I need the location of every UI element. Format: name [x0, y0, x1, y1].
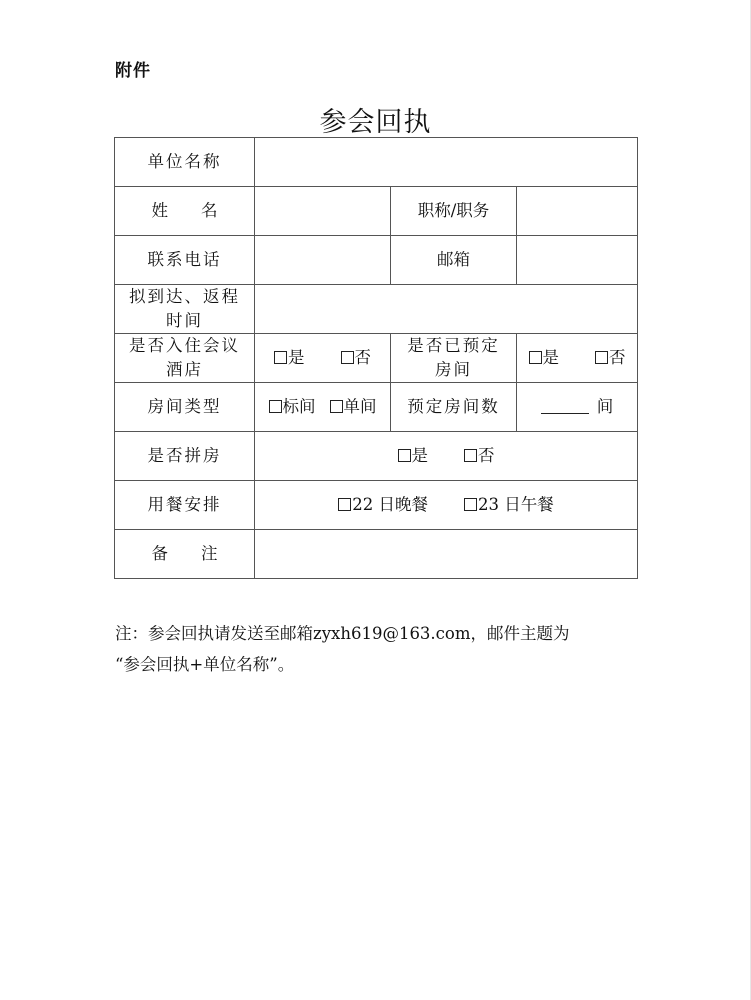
- remarks-field[interactable]: [255, 530, 638, 579]
- position-label: 职称/职务: [391, 187, 517, 236]
- arrival-label-line1: 拟到达、返程: [129, 287, 240, 306]
- arrival-field[interactable]: [255, 285, 638, 334]
- row-hotel: [115, 334, 638, 383]
- room-single-option[interactable]: [330, 395, 377, 419]
- row-arrival: [115, 285, 638, 334]
- arrival-label-line2: 时间: [166, 311, 203, 330]
- checkbox-icon[interactable]: [595, 351, 608, 364]
- meal-options: [255, 481, 638, 530]
- booked-yes-option[interactable]: [529, 346, 560, 370]
- remarks-label: 备 注: [115, 530, 255, 579]
- row-unit-name: [115, 138, 638, 187]
- hotel-label-line2: 酒店: [166, 360, 203, 379]
- room-count-field: [517, 383, 638, 432]
- name-label: 姓 名: [115, 187, 255, 236]
- hotel-yes-option[interactable]: [274, 346, 305, 370]
- meal-lunch-23-option[interactable]: [464, 493, 554, 517]
- email-field[interactable]: [517, 236, 638, 285]
- email-label: 邮箱: [391, 236, 517, 285]
- share-label: 是否拼房: [115, 432, 255, 481]
- row-remarks: [115, 530, 638, 579]
- hotel-no-label: 否: [354, 348, 371, 367]
- checkbox-icon[interactable]: [269, 400, 282, 413]
- note-line1: 注：参会回执请发送至邮箱zyxh619@163.com，邮件主题为: [115, 624, 570, 643]
- phone-field[interactable]: [255, 236, 391, 285]
- arrival-label: [115, 285, 255, 334]
- share-no-label: 否: [478, 446, 495, 465]
- submission-note: [115, 618, 655, 680]
- note-line2: “参会回执+单位名称”。: [115, 655, 295, 674]
- meal-dinner-22-label: 22 日晚餐: [352, 495, 429, 514]
- hotel-yes-label: 是: [288, 348, 305, 367]
- hotel-no-option[interactable]: [341, 346, 372, 370]
- booked-label-line2: 房间: [435, 360, 472, 379]
- room-standard-label: 标间: [282, 397, 316, 416]
- checkbox-icon[interactable]: [330, 400, 343, 413]
- checkbox-icon[interactable]: [464, 498, 477, 511]
- booked-label-line1: 是否已预定: [407, 336, 500, 355]
- booked-label: [391, 334, 517, 383]
- share-yes-option[interactable]: [398, 444, 429, 468]
- attachment-label: 附件: [115, 61, 151, 81]
- page-title: 参会回执: [319, 107, 432, 138]
- checkbox-icon[interactable]: [529, 351, 542, 364]
- room-count-unit: 间: [596, 397, 614, 416]
- checkbox-icon[interactable]: [338, 498, 351, 511]
- row-room-type: [115, 383, 638, 432]
- hotel-options: [255, 334, 391, 383]
- checkbox-icon[interactable]: [398, 449, 411, 462]
- meal-lunch-23-label: 23 日午餐: [478, 495, 554, 514]
- row-share-room: [115, 432, 638, 481]
- hotel-label: [115, 334, 255, 383]
- room-count-label: 预定房间数: [391, 383, 517, 432]
- position-field[interactable]: [517, 187, 638, 236]
- booked-no-option[interactable]: [595, 346, 626, 370]
- booked-options: [517, 334, 638, 383]
- checkbox-icon[interactable]: [274, 351, 287, 364]
- share-no-option[interactable]: [464, 444, 495, 468]
- booked-no-label: 否: [609, 348, 626, 367]
- row-meals: [115, 481, 638, 530]
- share-options: [255, 432, 638, 481]
- hotel-label-line1: 是否入住会议: [129, 336, 240, 355]
- room-single-label: 单间: [343, 397, 377, 416]
- checkbox-icon[interactable]: [464, 449, 477, 462]
- room-count-input[interactable]: [541, 396, 589, 414]
- unit-name-label: 单位名称: [115, 138, 255, 187]
- unit-name-field[interactable]: [255, 138, 638, 187]
- booked-yes-label: 是: [542, 348, 560, 367]
- room-type-options: [255, 383, 391, 432]
- row-name-position: [115, 187, 638, 236]
- row-phone-email: [115, 236, 638, 285]
- share-yes-label: 是: [411, 446, 429, 465]
- checkbox-icon[interactable]: [341, 351, 354, 364]
- name-field[interactable]: [255, 187, 391, 236]
- room-type-label: 房间类型: [115, 383, 255, 432]
- meal-label: 用餐安排: [115, 481, 255, 530]
- registration-form: [114, 137, 638, 579]
- meal-dinner-22-option[interactable]: [338, 493, 428, 517]
- phone-label: 联系电话: [115, 236, 255, 285]
- room-standard-option[interactable]: [269, 395, 316, 419]
